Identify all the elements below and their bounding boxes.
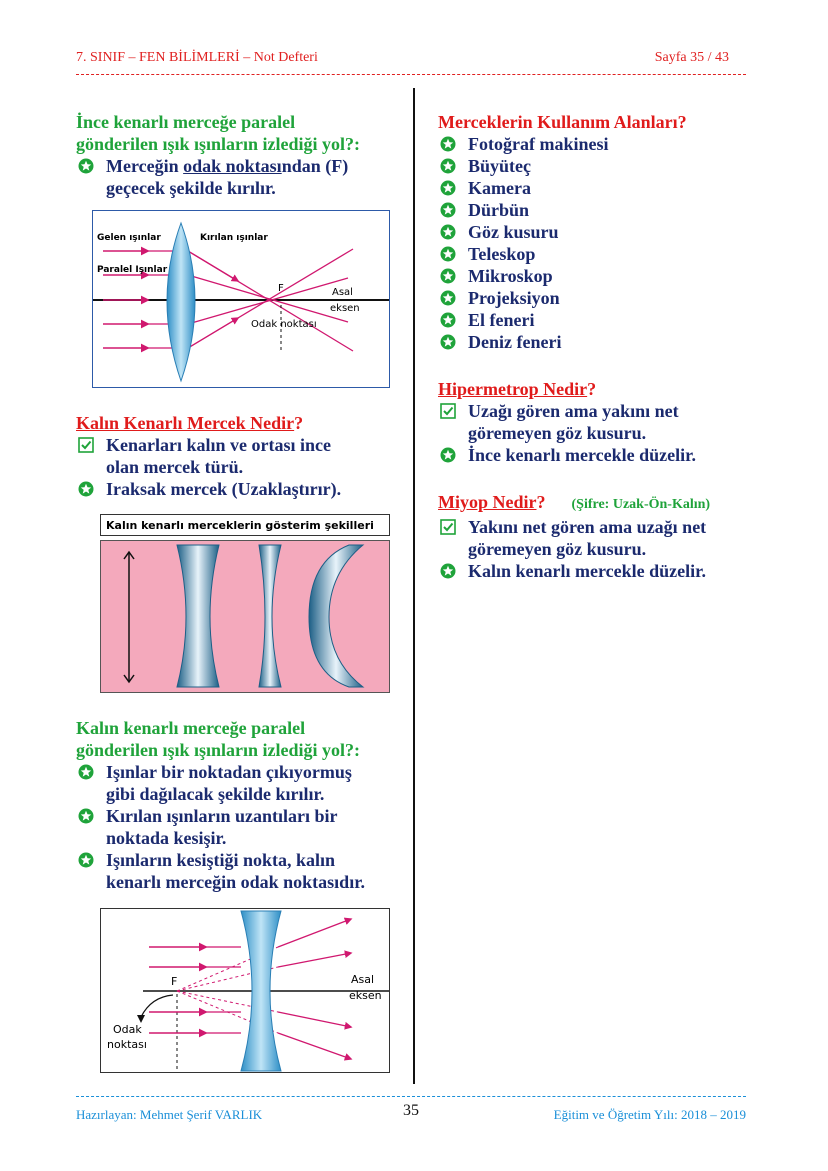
uses-heading: Merceklerin Kullanım Alanları? <box>438 112 687 132</box>
thick-lens-definition <box>76 412 406 500</box>
star-bullet-icon <box>78 481 94 497</box>
myopia-hint: (Şifre: Uzak-Ön-Kalın) <box>571 497 711 512</box>
myopia-section <box>438 491 758 582</box>
concave-lens-shapes-figure <box>100 540 390 693</box>
thick-lens-path-section <box>76 717 406 893</box>
star-bullet-icon <box>440 158 456 174</box>
thin-lens-bullet: Merceğin odak noktasından (F) geçecek şekilde kırılır. <box>76 155 406 199</box>
concave-lens-diagram: F Asal eksen Odak noktası <box>100 908 390 1073</box>
list-item: Teleskop <box>438 243 758 265</box>
header-title: 7. SINIF – FEN BİLİMLERİ – Not Defteri <box>76 50 318 65</box>
star-bullet-icon <box>440 563 456 579</box>
footer-year: Eğitim ve Öğretim Yılı: 2018 – 2019 <box>553 1107 746 1122</box>
figure-caption: Kalın kenarlı merceklerin gösterim şekilleri <box>100 514 390 536</box>
convex-lens-diagram: Gelen ışınlar Kırılan ışınlar Paralel Işınlar F Asal eksen Odak noktası <box>92 210 390 388</box>
myopia-heading: Miyop Nedir? (Şifre: Uzak-Ön-Kalın) <box>438 492 711 512</box>
star-bullet-icon <box>440 290 456 306</box>
page-indicator: Sayfa 35 / 43 <box>654 50 729 65</box>
list-item: Büyüteç <box>438 155 758 177</box>
header-divider <box>76 74 746 75</box>
thin-lens-section <box>76 111 406 199</box>
lens-uses-section <box>438 111 758 353</box>
list-item: Kırılan ışınların uzantıları bir noktada kesişir. <box>76 805 406 849</box>
footer-page-number: 35 <box>403 1102 419 1119</box>
list-item: Deniz feneri <box>438 331 758 353</box>
list-item: Uzağı gören ama yakını net göremeyen göz kusuru. <box>438 400 758 444</box>
list-item: Göz kusuru <box>438 221 758 243</box>
list-item: Işınların kesiştiği nokta, kalın kenarlı merceğin odak noktasıdır. <box>76 849 406 893</box>
list-item: El feneri <box>438 309 758 331</box>
list-item: Projeksiyon <box>438 287 758 309</box>
list-item: İnce kenarlı mercekle düzelir. <box>438 444 758 466</box>
list-item: Iraksak mercek (Uzaklaştırır). <box>76 478 406 500</box>
uses-list <box>438 133 758 353</box>
star-bullet-icon <box>78 808 94 824</box>
thick-lens-heading: Kalın Kenarlı Mercek Nedir? <box>76 413 304 433</box>
star-bullet-icon <box>440 268 456 284</box>
star-bullet-icon <box>440 246 456 262</box>
star-bullet-icon <box>440 136 456 152</box>
thin-lens-heading: İnce kenarlı merceğe paralel gönderilen ışık ışınların izlediği yol?: <box>76 112 361 154</box>
list-item: Kenarları kalın ve ortası ince olan mercek türü. <box>76 434 406 478</box>
list-item: Işınlar bir noktadan çıkıyormuş gibi dağılacak şekilde kırılır. <box>76 761 406 805</box>
check-box-icon <box>440 403 456 419</box>
star-bullet-icon <box>440 334 456 350</box>
list-item: Mikroskop <box>438 265 758 287</box>
list-item: Fotoğraf makinesi <box>438 133 758 155</box>
list-item: Kamera <box>438 177 758 199</box>
star-bullet-icon <box>440 224 456 240</box>
footer-author: Hazırlayan: Mehmet Şerif VARLIK <box>76 1107 263 1122</box>
star-bullet-icon <box>78 158 94 174</box>
star-bullet-icon <box>78 852 94 868</box>
star-bullet-icon <box>440 202 456 218</box>
footer-divider <box>76 1096 746 1097</box>
star-bullet-icon <box>440 312 456 328</box>
hypermetropia-heading: Hipermetrop Nedir? <box>438 379 597 399</box>
list-item: Yakını net gören ama uzağı net göremeyen göz kusuru. <box>438 516 758 560</box>
star-bullet-icon <box>440 180 456 196</box>
list-item: Kalın kenarlı mercekle düzelir. <box>438 560 758 582</box>
list-item: Dürbün <box>438 199 758 221</box>
check-box-icon <box>440 519 456 535</box>
thick-path-heading: Kalın kenarlı merceğe paralel gönderilen ışık ışınların izlediği yol?: <box>76 718 361 760</box>
column-divider <box>413 88 415 1084</box>
hypermetropia-section <box>438 378 758 466</box>
star-bullet-icon <box>78 764 94 780</box>
star-bullet-icon <box>440 447 456 463</box>
check-box-icon <box>78 437 94 453</box>
